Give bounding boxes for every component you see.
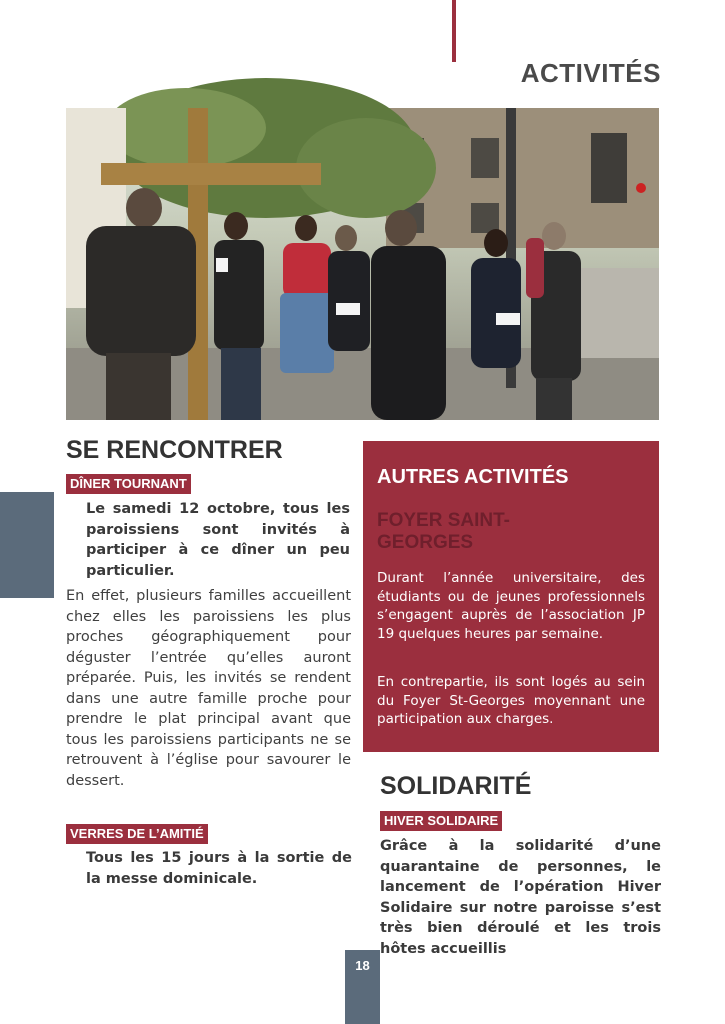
top-accent-bar <box>452 0 456 62</box>
tag-verres-amitie: VERRES DE L’AMITIÉ <box>66 824 208 844</box>
heading-se-rencontrer: SE RENCONTRER <box>66 436 283 464</box>
foyer-title: FOYER SAINT-GEORGES <box>377 510 511 553</box>
page-section-title: ACTIVITÉS <box>520 58 661 88</box>
autres-activites-box <box>363 441 659 752</box>
hiver-lead-text: Grâce à la solidarité d’une quarantaine de personnes, le lancement de l’opération Hiver Solidaire sur notre paroisse s’est très bien déroulé et les trois hôtes accueillis <box>380 838 661 957</box>
diner-lead-text: Le samedi 12 octobre, tous les paroissiens sont invités à participer à ce dîner un peu particulier. <box>86 501 350 579</box>
foyer-paragraph-2: En contrepartie, ils sont logés au sein du Foyer St-Georges moyennant une participation aux charges. <box>377 674 645 727</box>
foyer-paragraph-1: Durant l’année universitaire, des étudiants ou de jeunes professionnels s’engagent auprès de l’association JP 19 quelques heures par semaine. <box>377 570 645 642</box>
tag-diner-tournant: DÎNER TOURNANT <box>66 474 191 494</box>
page-number: 18 <box>355 958 370 973</box>
verres-lead-text: Tous les 15 jours à la sortie de la messe dominicale. <box>86 850 352 887</box>
heading-solidarite: SOLIDARITÉ <box>380 772 532 800</box>
tag-hiver-solidaire: HIVER SOLIDAIRE <box>380 811 502 831</box>
side-tab-marker <box>0 492 54 598</box>
diner-body-text: En effet, plusieurs familles accueillent chez elles les paroissiens les plus proches géographiquement pour déguster l’entrée qu’elles auront préparée. Puis, les invités se rendent dans une autre famille proche pour prendre le plat principal avant que tous les paroissiens participants ne se retrouvent à l’église pour savourer le dessert. <box>66 588 351 789</box>
autres-activites-title: AUTRES ACTIVITÉS <box>377 466 569 488</box>
procession-photo <box>66 108 659 420</box>
